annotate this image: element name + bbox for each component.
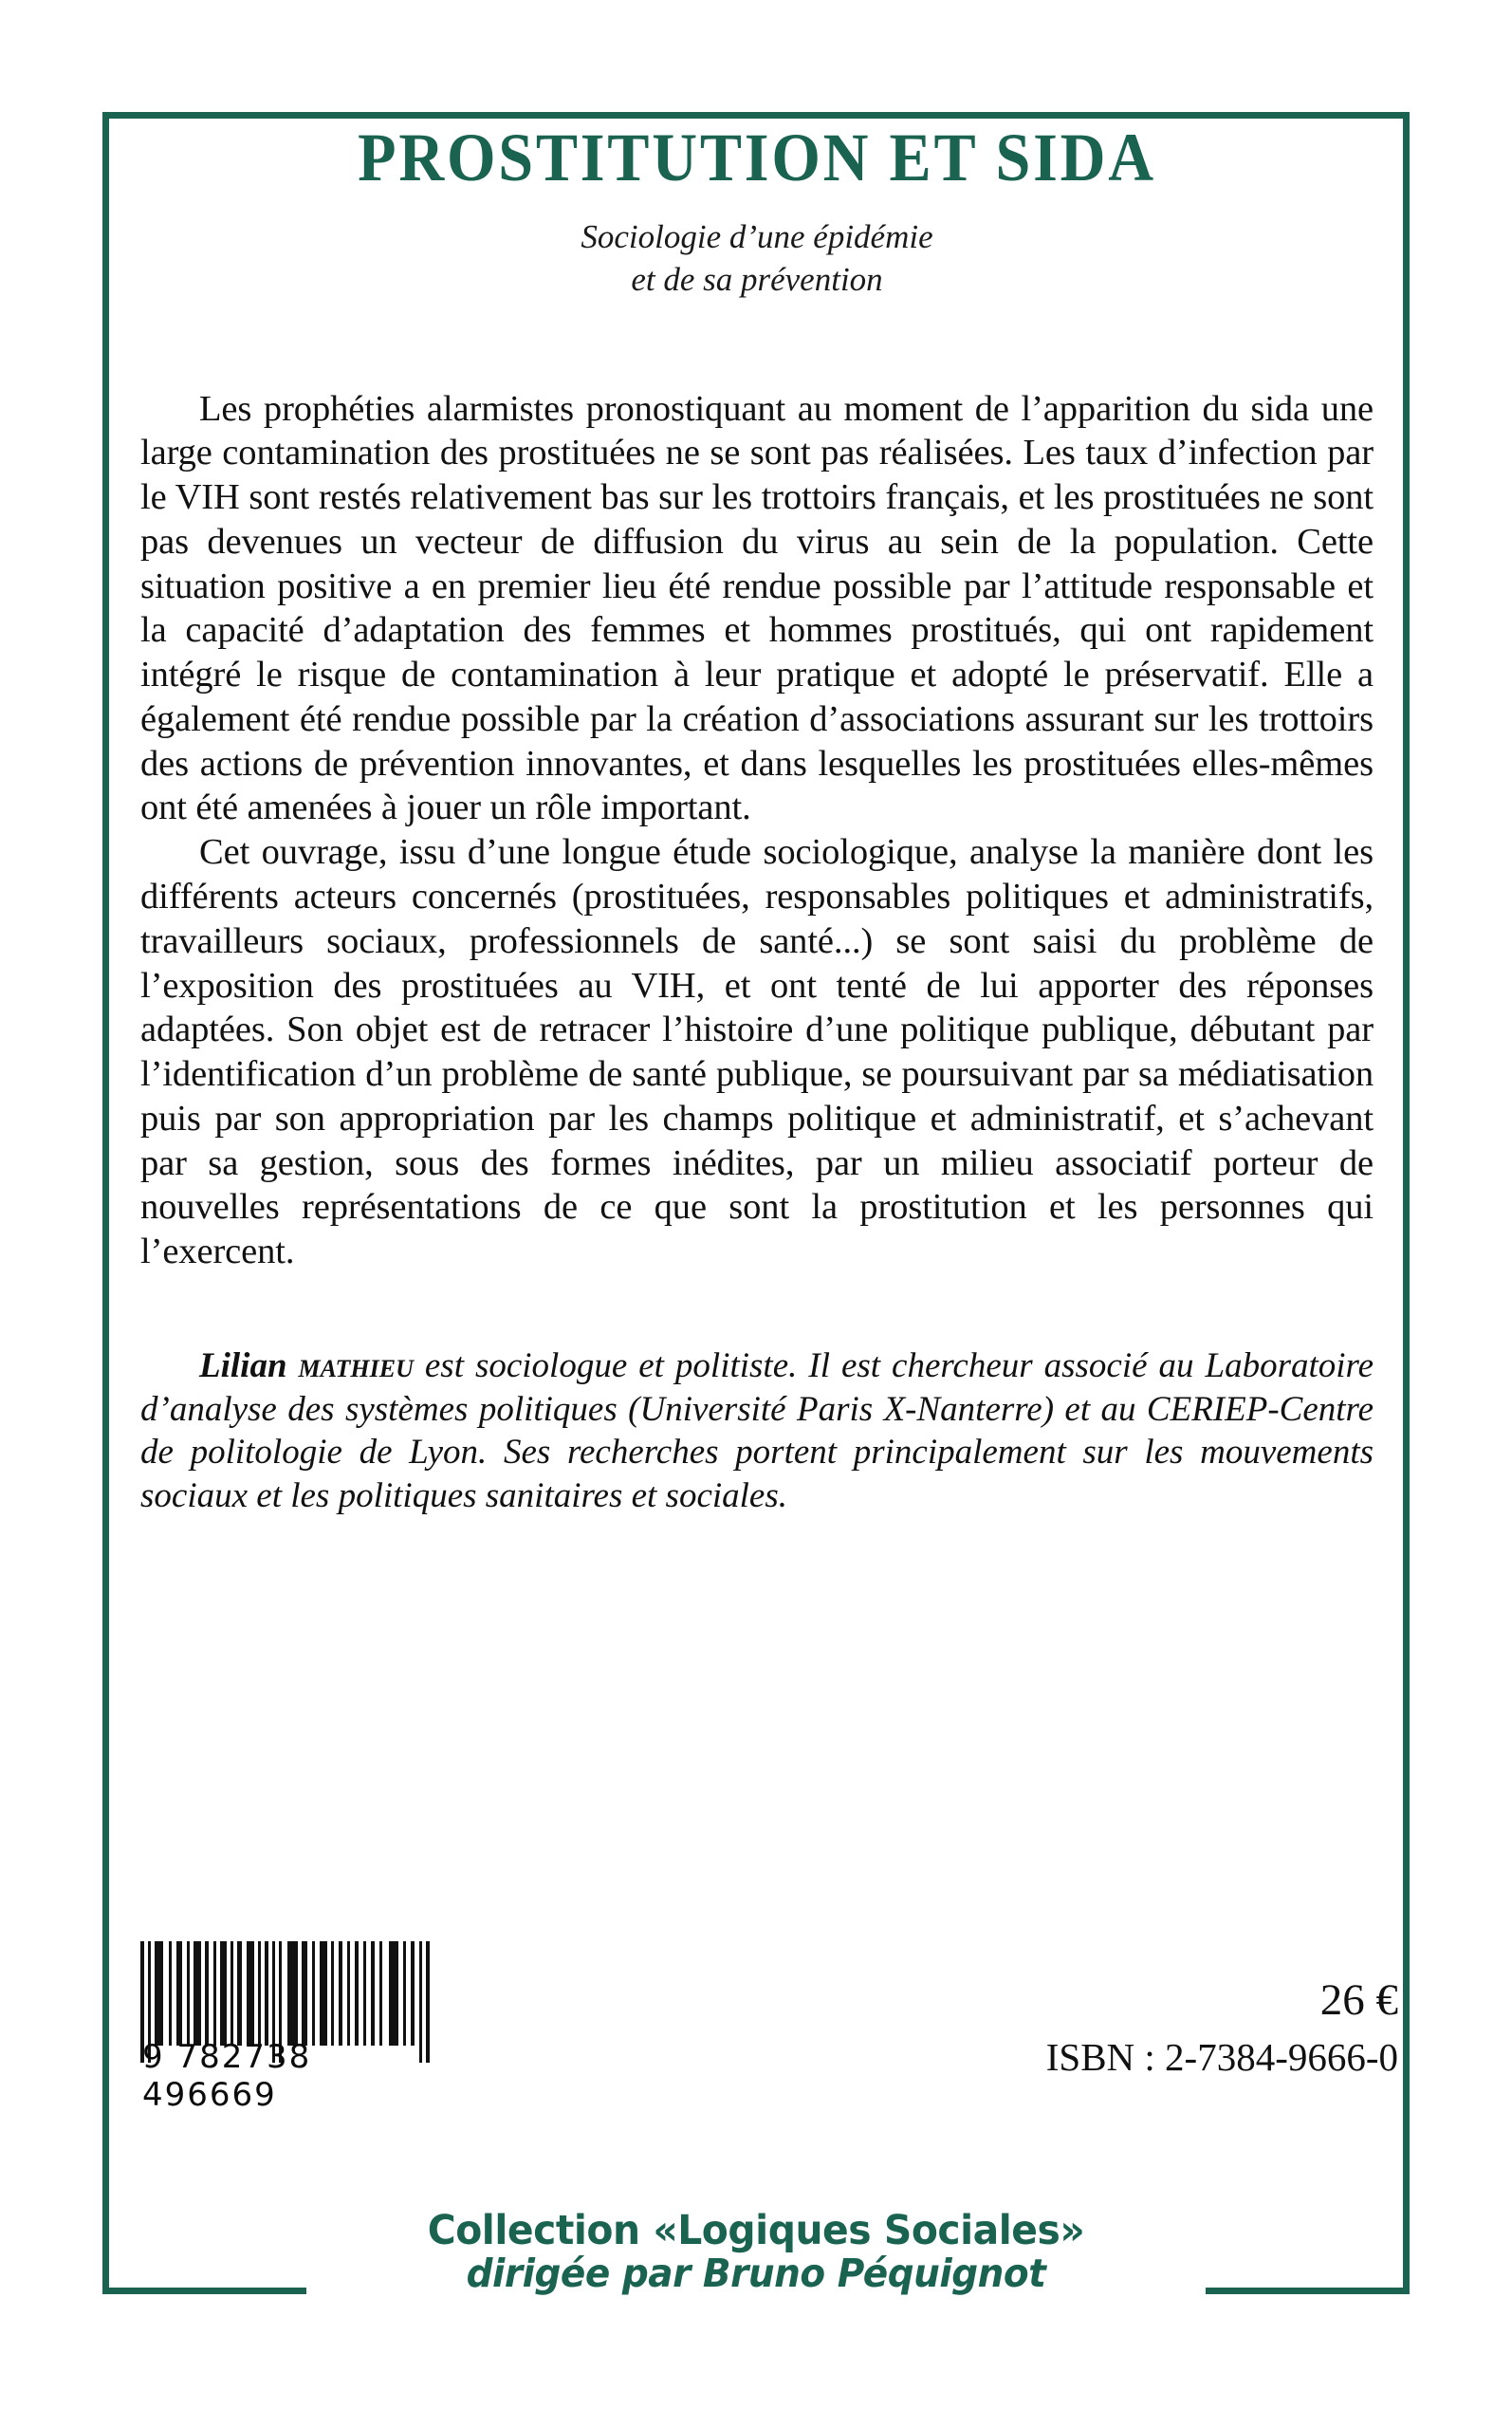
book-subtitle-line-1: Sociologie d’une épidémie — [581, 218, 933, 255]
book-subtitle-line-2: et de sa prévention — [631, 260, 883, 298]
author-bio-text: est sociologue et politiste. Il est chercheur associé au Laboratoire d’analyse des systèmes politiques (Université Paris X-Nanterre) et au CERIEP-Centre de politologie de Lyon. Ses recherches portent principalement sur les mouvements sociaux et les politiques sanitaires et sociales. — [140, 1345, 1374, 1515]
blurb-text — [140, 387, 1374, 1274]
author-first-name: Lilian — [199, 1345, 287, 1385]
book-subtitle — [140, 216, 1374, 302]
price-label: 26 € — [1319, 1975, 1398, 2025]
isbn-label: ISBN : 2-7384-9666-0 — [1045, 2035, 1398, 2080]
barcode-digits: 9 782738 496669 — [142, 2038, 312, 2114]
collection-editor: dirigée par Bruno Péquignot — [466, 2251, 1046, 2296]
author-bio — [140, 1344, 1374, 1518]
blurb-paragraph: Les prophéties alarmistes pronostiquant au moment de l’apparition du sida une large contamination des prostituées ne se sont pas réalisées. Les taux d’infection par le VIH sont restés relativement bas sur les trottoirs français, et les prostituées ne sont pas devenues un vecteur de diffusion du virus au sein de la population. Cette situation positive a en premier lieu été rendue possible par l’attitude responsable et la capacité d’adaptation des femmes et hommes prostitués, qui ont rapidement intégré le risque de contamination à leur pratique et adopté le préservatif. Elle a également été rendue possible par la création d’associations assurant sur les trottoirs des actions de prévention innovantes, et dans lesquelles les prostituées elles-mêmes ont été amenées à jouer un rôle important. — [140, 388, 1374, 828]
blurb-paragraph: Cet ouvrage, issu d’une longue étude sociologique, analyse la manière dont les différents acteurs concernés (prostituées, responsables politiques et administratifs, travailleurs sociaux, professionnels de santé...) se sont saisi du problème de l’exposition des prostituées au VIH, et ont tenté de lui apporter des réponses adaptées. Son objet est de retracer l’histoire d’une politique publique, débutant par l’identification d’un problème de santé publique, se poursuivant par sa médiatisation puis par son appropriation par les champs politique et administratif, et s’achevant par sa gestion, sous des formes inédites, par un milieu associatif porteur de nouvelles représentations de ce que sont la prostitution et les personnes qui l’exercent. — [140, 832, 1374, 1272]
author-bio-paragraph — [140, 1344, 1374, 1518]
price-block — [1046, 1977, 1398, 2083]
back-cover-content — [140, 120, 1374, 1518]
book-title: PROSTITUTION ET SIDA — [358, 120, 1156, 195]
collection-name: Collection «Logiques Sociales» — [427, 2207, 1085, 2254]
collection-footer — [0, 2209, 1512, 2296]
barcode-block — [140, 1941, 453, 2114]
commerce-area — [140, 1941, 1398, 2150]
author-last-name: mathieu — [298, 1345, 414, 1385]
